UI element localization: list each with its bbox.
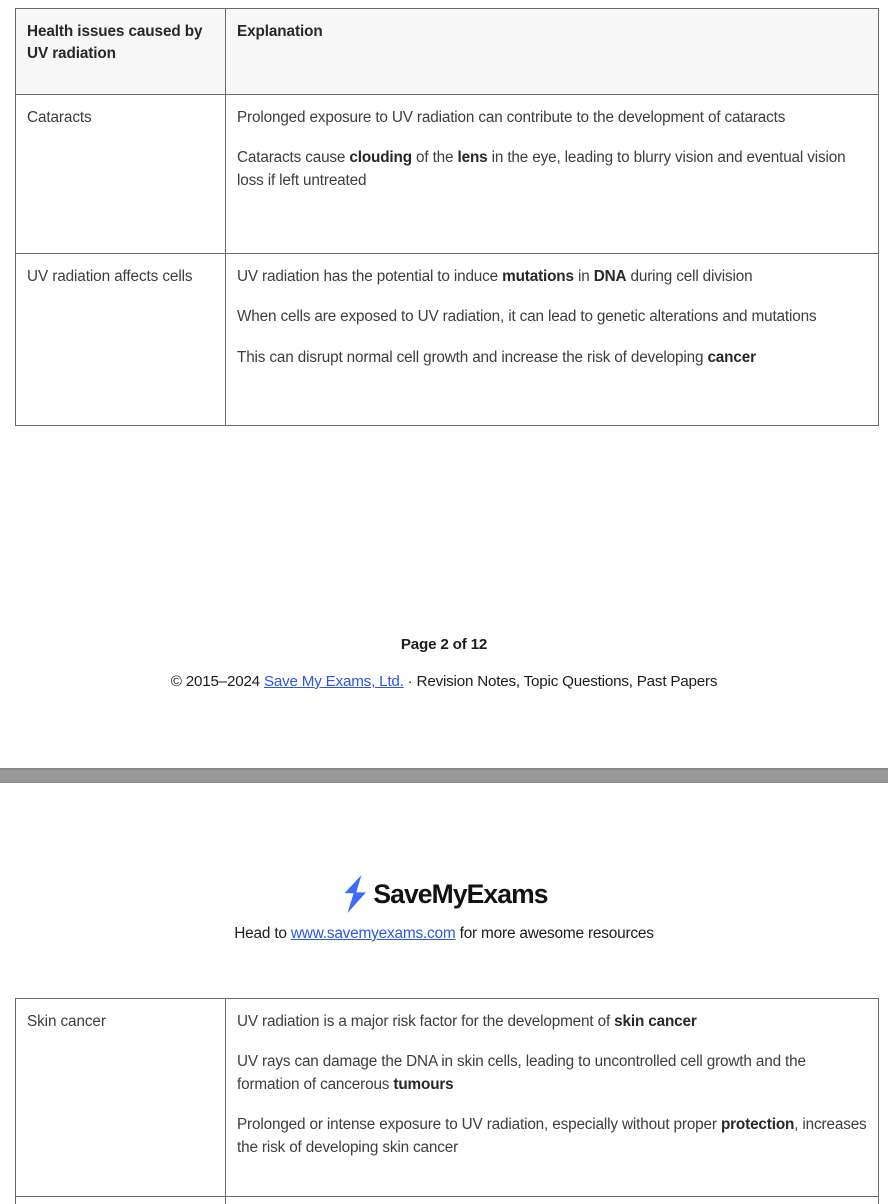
table-row-partial	[16, 1197, 879, 1204]
text-run: Prolonged exposure to UV radiation can contribute to the development of cataracts	[237, 109, 786, 126]
emphasised-term: clouding	[349, 149, 412, 167]
brand-header	[0, 874, 888, 943]
brand-wordmark: SaveMyExams	[373, 878, 548, 909]
emphasised-term: skin cancer	[614, 1013, 697, 1030]
explanation-paragraph	[237, 1051, 868, 1096]
column-header-health-issues: Health issues caused by UV radiation	[16, 9, 226, 95]
promo-prefix: Head to	[234, 925, 291, 942]
uv-health-issues-table-continued	[15, 998, 879, 1204]
table-body	[16, 95, 879, 426]
text-run: When cells are exposed to UV radiation, it can lead to genetic alterations and mutations	[237, 308, 817, 326]
promo-line	[0, 925, 888, 943]
savemyexams-website-link[interactable]: www.savemyexams.com	[290, 925, 456, 942]
text-run: This can disrupt normal cell growth and increase the risk of developing	[237, 348, 708, 366]
text-run: , increases the risk of developing skin cancer	[237, 1116, 867, 1156]
table-row	[16, 999, 879, 1197]
table-cell-explanation	[226, 999, 879, 1197]
emphasised-term: lens	[457, 149, 488, 167]
page-footer	[0, 636, 888, 690]
table-row	[16, 95, 879, 254]
table-body-continued	[16, 999, 879, 1204]
table-cell-explanation	[226, 254, 879, 426]
table-cell-term: Skin cancer	[16, 999, 226, 1197]
page-number: Page 2 of 12	[400, 636, 488, 653]
uv-health-issues-table	[15, 8, 879, 426]
text-run: Prolonged or intense exposure to UV radiation, especially without proper	[237, 1116, 721, 1134]
text-run: of the	[411, 149, 458, 167]
column-header-explanation: Explanation	[226, 9, 879, 95]
save-my-exams-logo	[340, 874, 547, 914]
explanation-paragraph	[237, 306, 868, 328]
copyright-line	[0, 673, 888, 690]
text-run: Cataracts cause	[237, 149, 350, 167]
copyright-prefix: © 2015–2024	[170, 673, 264, 690]
text-run: in the eye, leading to blurry vision and eventual vision loss if left untreated	[237, 149, 846, 189]
text-run: UV rays can damage the DNA in skin cells, leading to uncontrolled cell growth and the formation of cancerous	[237, 1053, 806, 1093]
copyright-suffix: · Revision Notes, Topic Questions, Past Papers	[403, 673, 718, 690]
explanation-paragraph	[237, 266, 868, 288]
text-run: in	[573, 268, 594, 285]
table-cell-term: Cataracts	[16, 95, 226, 254]
page-separator-bar	[0, 768, 888, 783]
emphasised-term: tumours	[393, 1075, 454, 1093]
promo-suffix: for more awesome resources	[455, 925, 654, 942]
table-cell-explanation	[226, 95, 879, 254]
table-cell-explanation	[226, 1197, 879, 1204]
emphasised-term: protection	[720, 1116, 795, 1134]
explanation-paragraph	[237, 147, 868, 192]
emphasised-term: DNA	[593, 268, 627, 285]
table-cell-term	[16, 1197, 226, 1204]
table-cell-term: UV radiation affects cells	[16, 254, 226, 426]
emphasised-term: mutations	[502, 268, 574, 285]
table-header-row	[16, 9, 879, 95]
explanation-paragraph	[237, 1011, 868, 1033]
text-run: UV radiation has the potential to induce	[237, 268, 503, 285]
lightning-bolt-icon	[340, 875, 370, 913]
save-my-exams-company-link[interactable]: Save My Exams, Ltd.	[263, 673, 404, 690]
text-run: during cell division	[626, 268, 753, 285]
explanation-paragraph	[237, 107, 868, 129]
explanation-paragraph	[237, 1114, 868, 1159]
explanation-paragraph	[237, 347, 868, 369]
table-row	[16, 254, 879, 426]
emphasised-term: cancer	[707, 348, 756, 366]
text-run: UV radiation is a major risk factor for the development of	[237, 1013, 615, 1030]
